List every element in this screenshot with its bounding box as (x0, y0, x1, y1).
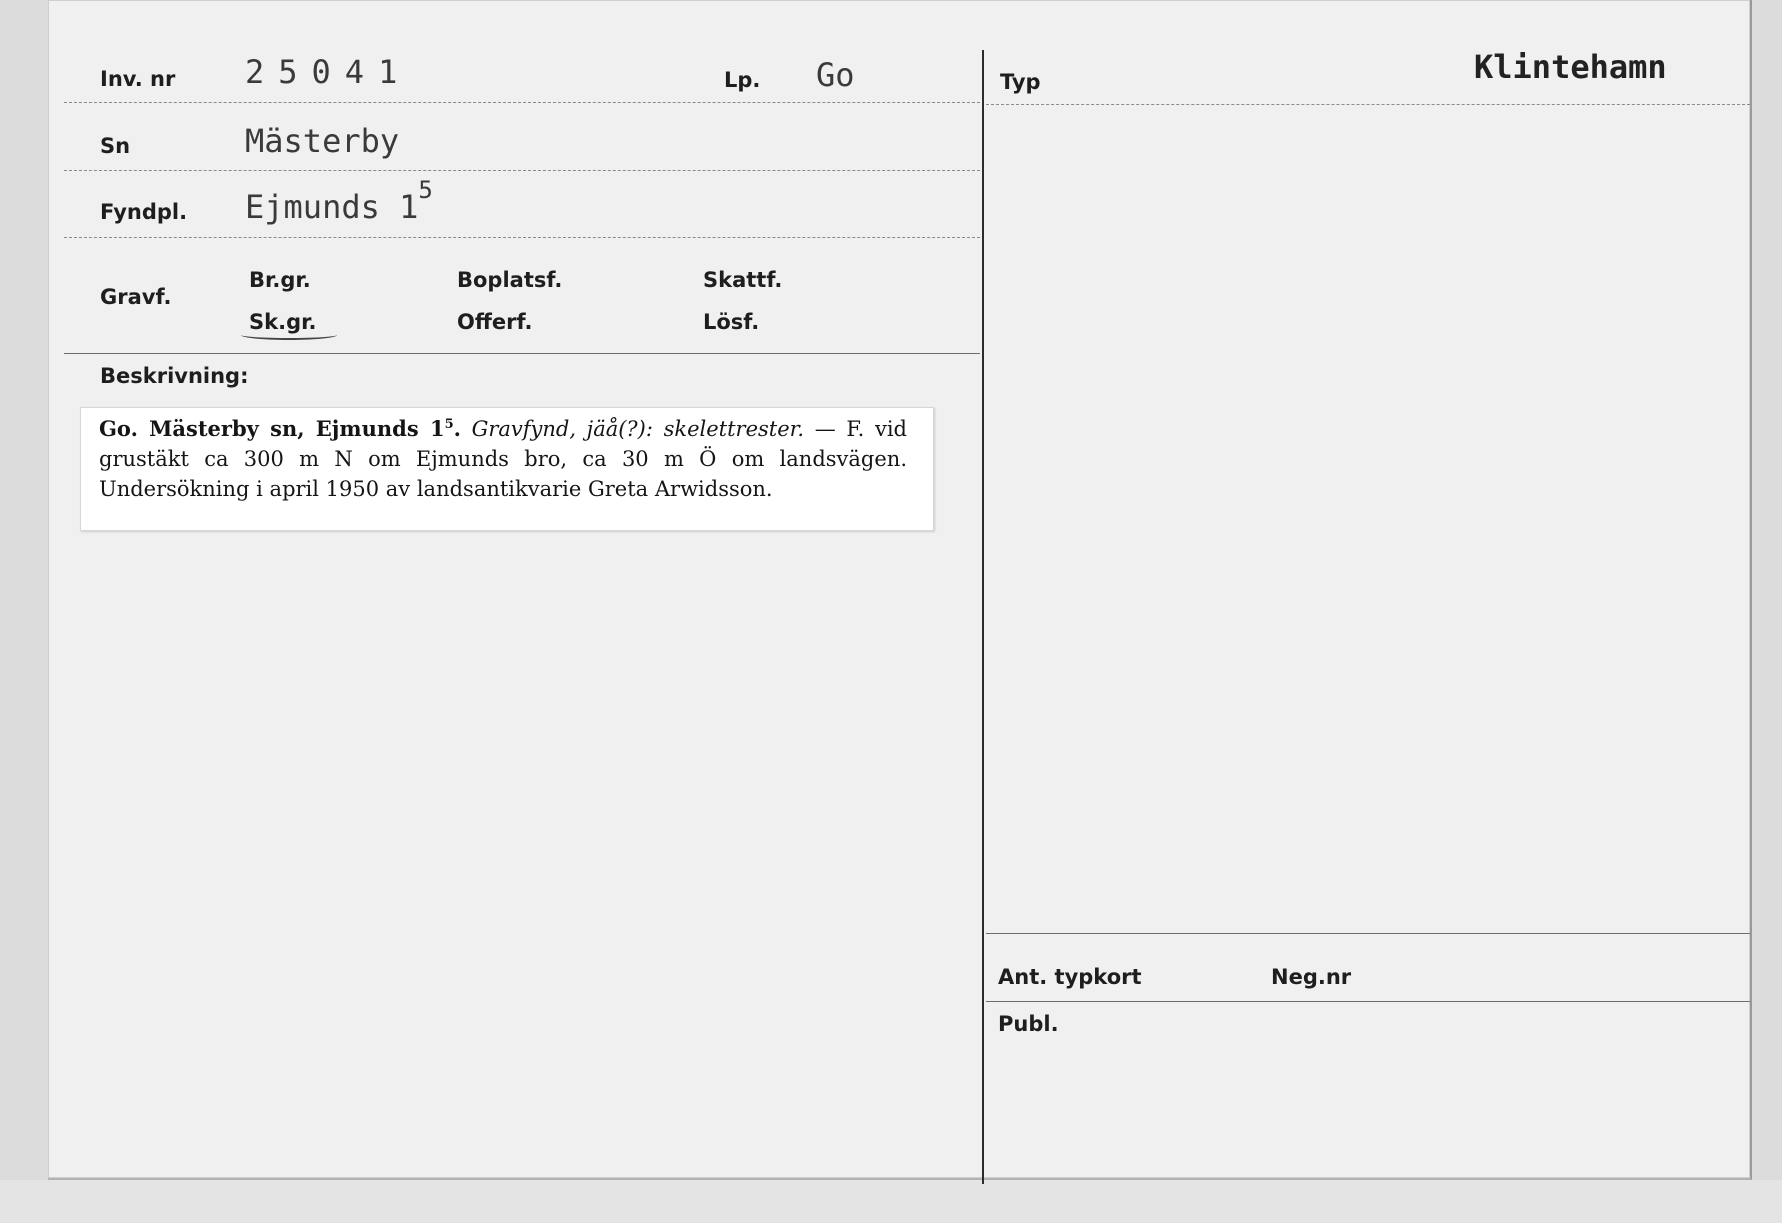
category-losf: Lösf. (703, 310, 760, 334)
lp-label: Lp. (724, 68, 761, 92)
beskrivning-label: Beskrivning: (100, 364, 249, 388)
description-lead (99, 416, 461, 441)
typ-label: Typ (1000, 70, 1041, 94)
rule-fyndpl (64, 237, 980, 238)
rule-inv (64, 102, 980, 103)
description-lead-sup: 5 (444, 417, 454, 432)
ant-typkort-label: Ant. typkort (998, 965, 1142, 989)
catalog-card (48, 0, 1752, 1180)
rule-publ-top (986, 1001, 1750, 1002)
location-stamp: Klintehamn (1474, 48, 1667, 86)
category-br-gr: Br.gr. (249, 268, 311, 292)
description-body: — F. vid grustäkt ca 300 m N om Ejmunds bro, ca 30 m Ö om landsvägen. Undersökning i april 1950 av landsantikvarie Greta Arwidsson. (99, 417, 907, 501)
neg-nr-label: Neg.nr (1271, 965, 1352, 989)
inv-nr-label: Inv. nr (100, 67, 176, 91)
rule-ant-typkort-top (986, 933, 1750, 934)
category-sk-gr: Sk.gr. (249, 310, 317, 334)
background-edge (0, 1180, 1782, 1223)
column-divider (982, 50, 984, 1184)
description-italic: Gravfynd, jäå(?): skelettrester. (460, 417, 805, 441)
category-offerf: Offerf. (457, 310, 533, 334)
lp-value: Go (816, 56, 855, 94)
fyndpl-superscript: 5 (418, 176, 433, 204)
rule-typ (986, 104, 1750, 105)
inv-nr-value: 25041 (245, 53, 412, 91)
rule-gravf (64, 353, 980, 354)
description-clipping (80, 407, 934, 531)
rule-sn (64, 170, 980, 171)
publ-label: Publ. (998, 1012, 1059, 1036)
gravf-label: Gravf. (100, 285, 172, 309)
fyndpl-label: Fyndpl. (100, 200, 188, 224)
sk-gr-pen-underline (241, 330, 337, 340)
description-text (99, 410, 907, 504)
fyndpl-value (245, 176, 433, 226)
category-skattf: Skattf. (703, 268, 783, 292)
fyndpl-text: Ejmunds 1 (245, 188, 419, 226)
description-lead-end: . (453, 416, 461, 441)
category-boplatsf: Boplatsf. (457, 268, 563, 292)
sn-value: Mästerby (245, 122, 400, 160)
sn-label: Sn (100, 134, 131, 158)
description-lead-text: Go. Mästerby sn, Ejmunds 1 (99, 416, 445, 441)
